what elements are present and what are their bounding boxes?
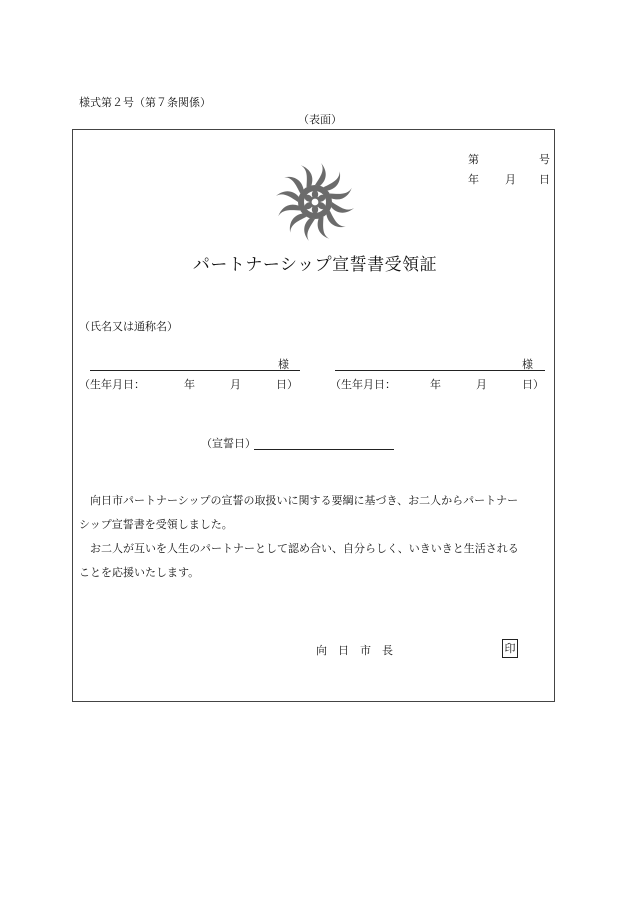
number-suffix: 号: [539, 153, 550, 166]
right-birth-day: 日）: [522, 378, 544, 391]
certificate-title: パートナーシップ宣誓書受領証: [192, 255, 438, 275]
left-birth-month: 月: [230, 378, 241, 391]
body-paragraph-2-line-2: ことを応援いたします。: [79, 566, 200, 579]
body-paragraph-1-line-2: シップ宣誓書を受領しました。: [79, 518, 233, 531]
emblem-ray: [276, 191, 299, 202]
left-birth-year: 年: [184, 378, 195, 391]
emblem-ray: [304, 218, 315, 241]
issue-year-label: 年: [468, 173, 479, 186]
left-honorific: 様: [278, 358, 289, 371]
right-honorific: 様: [522, 358, 533, 371]
body-paragraph-1-line-1: 向日市パートナーシップの宣誓の取扱いに関する要綱に基づき、お二人からパートナー: [79, 494, 519, 507]
right-birth-label: （生年月日：: [330, 378, 396, 391]
emblem-ray: [331, 202, 354, 213]
right-birth-year: 年: [430, 378, 441, 391]
city-emblem-icon: [275, 162, 355, 242]
emblem-ray: [315, 163, 326, 186]
mayor-signature: 向 日 市 長: [316, 644, 393, 657]
number-prefix: 第: [468, 153, 479, 166]
issue-month-label: 月: [505, 173, 516, 186]
oath-date-label: （宣誓日）: [201, 437, 256, 450]
right-birth-month: 月: [476, 378, 487, 391]
left-birth-label: （生年月日：: [79, 378, 145, 391]
form-number-label: 様式第２号（第７条関係）: [79, 96, 211, 109]
name-section-label: （氏名又は通称名）: [79, 320, 178, 333]
side-label: （表面）: [298, 113, 342, 126]
left-birth-day: 日）: [276, 378, 298, 391]
seal-box: 印: [502, 639, 518, 658]
oath-date-line: [254, 449, 394, 450]
issue-day-label: 日: [539, 173, 550, 186]
body-paragraph-2-line-1: お二人が互いを人生のパートナーとして認め合い、自分らしく、いきいきと生活される: [79, 542, 519, 555]
right-name-line: [335, 370, 545, 371]
left-name-line: [90, 370, 300, 371]
